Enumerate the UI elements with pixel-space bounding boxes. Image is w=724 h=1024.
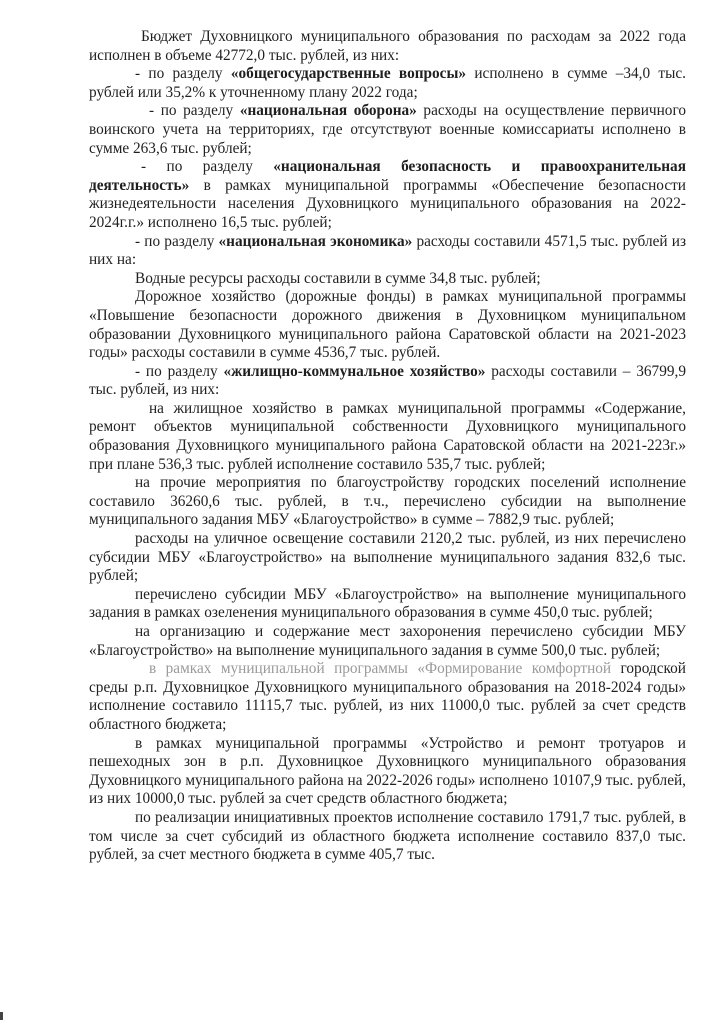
paragraph-text: - по разделу (141, 158, 274, 176)
paragraph-text: Бюджет Духовницкого муниципального образования по расходам за 2022 года исполнен в объеме 42772,0 тыс. рублей, из них: (89, 28, 686, 64)
paragraph-text: Водные ресурсы расходы составили в сумме 34,8 тыс. рублей; (135, 269, 541, 287)
paragraph-text: городской среды р.п. Духовницкое Духовницкого муниципального образования на 2018-2024 годы» исполнение составило 11115,7 тыс. рублей, из них 11000,0 тыс. рублей за счет средств областного бюджета; (89, 660, 686, 733)
paragraph-text: на организацию и содержание мест захоронения перечислено субсидии МБУ «Благоустройство» на выполнение муниципального задания в сумме 500,0 тыс. рублей; (89, 623, 686, 659)
paragraph-p4 (89, 233, 686, 270)
paragraph-text: - по разделу (135, 232, 219, 250)
paragraph-p10 (89, 530, 686, 586)
paragraph-p7 (89, 363, 686, 400)
paragraph-p9 (89, 474, 686, 530)
paragraph-p3 (89, 158, 686, 232)
section-name: «национальная экономика» (218, 232, 413, 250)
paragraph-p12 (89, 623, 686, 660)
paragraph-p2 (89, 102, 686, 158)
paragraph-text: исполнено в сумме –34,0 тыс. рублей или 35,2% к уточненному плану 2022 года; (89, 65, 686, 101)
paragraph-text: по реализации инициативных проектов исполнение составило 1791,7 тыс. рублей, в том числе за счет субсидий из областного бюджета исполнение составило 837,0 тыс. рублей, за счет местного бюджета в сумме 405,7 тыс. (89, 808, 686, 864)
paragraph-text: в рамках муниципальной программы «Обеспечение безопасности жизнедеятельности населения Духовницкого муниципального образования на 2022-2024г.г.» исполнено 16,5 тыс. рублей; (89, 176, 686, 231)
paragraph-text: расходы составили – 36799,9 тыс. рублей, из них: (89, 362, 686, 399)
paragraph-text: расходы на осуществление первичного воинского учета на территориях, где отсутствуют военные комиссариаты исполнено в сумме 263,6 тыс. рублей; (89, 102, 686, 157)
paragraph-p13 (89, 660, 686, 734)
scan-artifact (0, 1012, 3, 1020)
paragraph-text: в рамках муниципальной программы «Формирование комфортной (149, 660, 612, 678)
paragraph-p1 (89, 65, 686, 102)
paragraph-text: - по разделу (149, 102, 240, 120)
section-name: «национальная оборона» (239, 102, 417, 120)
paragraph-p14 (89, 735, 686, 809)
paragraph-text: на жилищное хозяйство в рамках муниципальной программы «Содержание, ремонт объектов муниципальной собственности Духовницкого муниципального образования Духовницкого муниципального района Саратовской области на 2021-223г.» при плане 536,3 тыс. рублей исполнение составило 535,7 тыс. рублей; (89, 399, 686, 473)
section-name: «жилищно-коммунальное хозяйство» (223, 362, 486, 380)
section-name: «национальная безопасность и правоохранительная деятельность» (89, 158, 686, 194)
paragraph-text: - по разделу (135, 65, 231, 83)
paragraph-text: перечислено субсидии МБУ «Благоустройство» на выполнение муниципального задания в рамках озеленения муниципального образования в сумме 450,0 тыс. рублей; (89, 585, 686, 622)
paragraph-p15 (89, 809, 686, 865)
paragraph-text: в рамках муниципальной программы «Устройство и ремонт тротуаров и пешеходных зон в р.п. Духовницкое Духовницкого муниципального образования Духовницкого муниципального района на 2022-2026 годы» исполнено 10107,9 тыс. рублей, из них 10000,0 тыс. рублей за счет средств областного бюджета; (89, 734, 686, 808)
paragraph-p6 (89, 288, 686, 362)
paragraph-p8 (89, 400, 686, 474)
paragraph-text: - по разделу (135, 362, 224, 380)
paragraph-p11 (89, 586, 686, 623)
paragraph-text: на прочие мероприятия по благоустройству городских поселений исполнение составило 36260,6 тыс. рублей, в т.ч., перечислено субсидии на выполнение муниципального задания МБУ «Благоустройство» в сумме – 7882,9 тыс. рублей; (89, 474, 686, 529)
paragraph-text: расходы на уличное освещение составили 2120,2 тыс. рублей, из них перечислено субсидии МБУ «Благоустройство» на выполнение муниципального задания 832,6 тыс. рублей; (89, 530, 686, 585)
paragraph-intro (89, 28, 686, 65)
paragraph-p5 (89, 270, 686, 289)
paragraph-text: Дорожное хозяйство (дорожные фонды) в рамках муниципальной программы «Повышение безопасности дорожного движения в Духовницком муниципальном образовании Духовницкого муниципального района Саратовской области на 2021-2023 годы» расходы составили в сумме 4536,7 тыс. рублей. (89, 288, 686, 362)
document-body (89, 28, 686, 865)
section-name: «общегосударственные вопросы» (230, 65, 467, 83)
paragraph-text: расходы составили 4571,5 тыс. рублей из них на: (89, 232, 686, 269)
